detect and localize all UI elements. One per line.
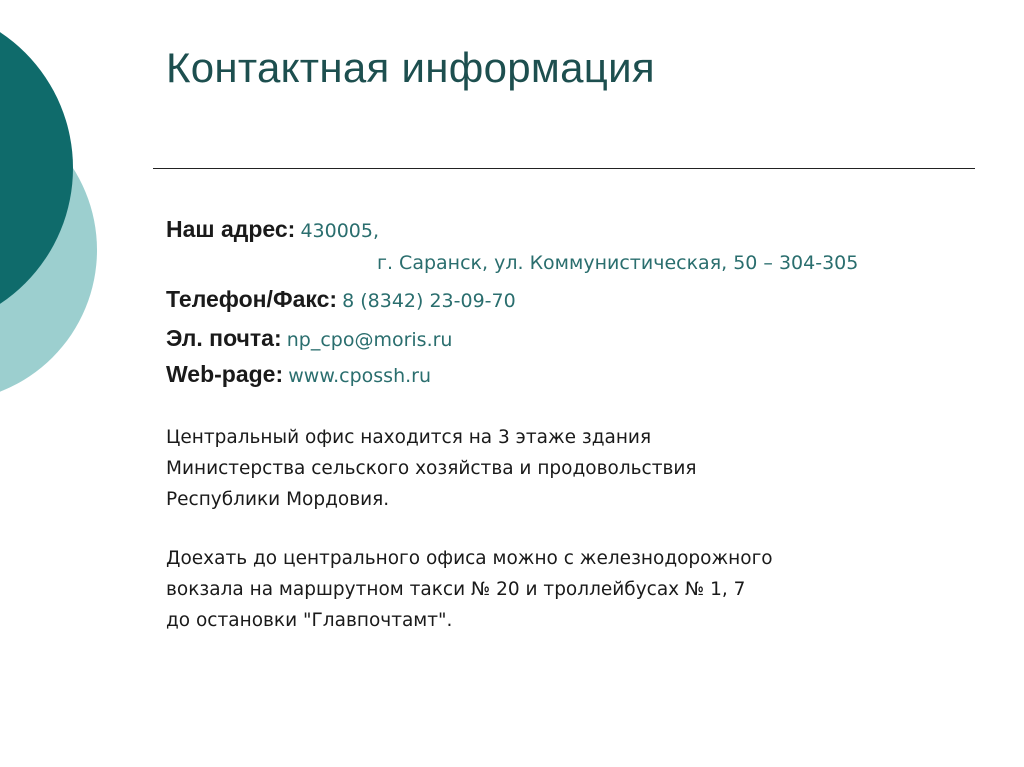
address-row [166, 216, 379, 243]
email-value[interactable]: np_cpo@moris.ru [286, 329, 453, 351]
phone-value: 8 (8342) 23-09-70 [342, 290, 516, 312]
phone-label: Телефон/Факс: [166, 286, 338, 312]
decorative-circles [0, 0, 110, 400]
office-line: Министерства сельского хозяйства и продовольствия [166, 458, 697, 479]
directions-paragraph [166, 543, 966, 636]
title-divider [153, 168, 975, 169]
office-line: Центральный офис находится на 3 этаже здания [166, 427, 652, 448]
directions-line: вокзала на маршрутном такси № 20 и троллейбусах № 1, 7 [166, 579, 746, 600]
phone-row [166, 286, 516, 313]
web-row [166, 361, 431, 388]
address-label: Наш адрес: [166, 216, 296, 242]
email-row [166, 325, 452, 352]
directions-line: Доехать до центрального офиса можно с железнодорожного [166, 548, 773, 569]
email-label: Эл. почта: [166, 325, 282, 351]
web-value[interactable]: www.cpossh.ru [288, 365, 432, 387]
slide-title: Контактная информация [166, 44, 655, 91]
address-street: г. Саранск, ул. Коммунистическая, 50 – 304-305 [377, 252, 859, 274]
office-line: Республики Мордовия. [166, 489, 390, 510]
directions-line: до остановки "Главпочтамт". [166, 610, 453, 631]
address-postcode: 430005, [300, 220, 380, 242]
web-label: Web-page: [166, 361, 284, 387]
office-paragraph [166, 422, 966, 515]
